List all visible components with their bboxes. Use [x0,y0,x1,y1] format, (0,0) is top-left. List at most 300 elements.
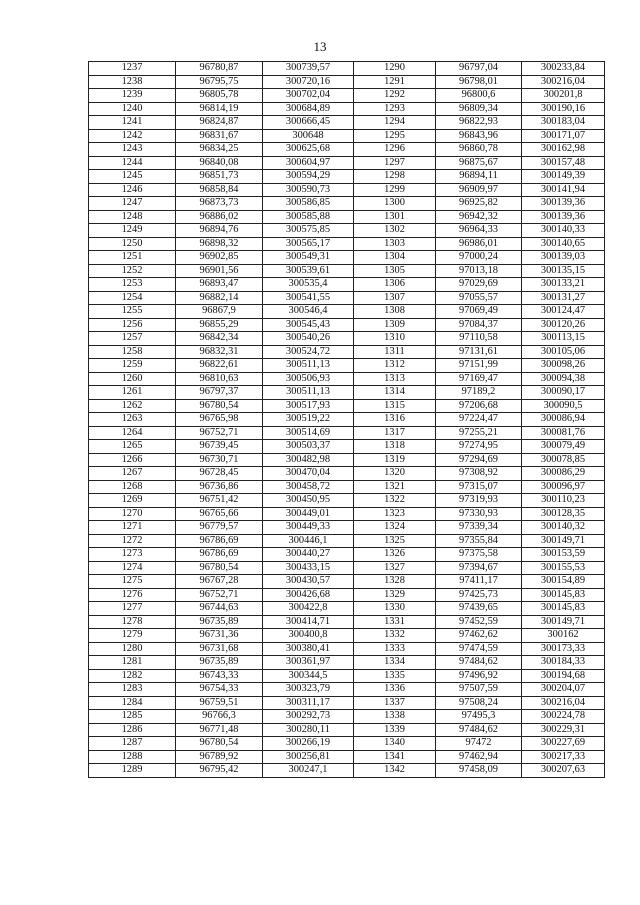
table-row [89,224,605,238]
y-coordinate-cell: 300120,26 [522,318,605,332]
point-number-cell: 1300 [354,197,436,211]
x-coordinate-cell: 96795,42 [176,764,263,778]
y-coordinate-cell: 300575,85 [263,224,354,238]
y-coordinate-cell: 300201,8 [522,89,605,103]
y-coordinate-cell: 300590,73 [263,183,354,197]
x-coordinate-cell: 96797,04 [436,62,522,76]
x-coordinate-cell: 96786,69 [176,548,263,562]
table-row [89,548,605,562]
table-row [89,710,605,724]
x-coordinate-cell: 96780,54 [176,737,263,751]
x-coordinate-cell: 96855,29 [176,318,263,332]
point-number-cell: 1247 [89,197,176,211]
x-coordinate-cell: 96898,32 [176,237,263,251]
table-row [89,588,605,602]
point-number-cell: 1324 [354,521,436,535]
point-number-cell: 1342 [354,764,436,778]
table-row [89,237,605,251]
x-coordinate-cell: 97315,07 [436,480,522,494]
table-row [89,332,605,346]
x-coordinate-cell: 96840,08 [176,156,263,170]
x-coordinate-cell: 96834,25 [176,143,263,157]
y-coordinate-cell: 300430,57 [263,575,354,589]
point-number-cell: 1316 [354,413,436,427]
point-number-cell: 1287 [89,737,176,751]
y-coordinate-cell: 300545,43 [263,318,354,332]
point-number-cell: 1238 [89,75,176,89]
y-coordinate-cell: 300094,38 [522,372,605,386]
x-coordinate-cell: 97274,95 [436,440,522,454]
x-coordinate-cell: 96824,87 [176,116,263,130]
point-number-cell: 1304 [354,251,436,265]
y-coordinate-cell: 300426,68 [263,588,354,602]
y-coordinate-cell: 300216,04 [522,696,605,710]
y-coordinate-cell: 300539,61 [263,264,354,278]
x-coordinate-cell: 96789,92 [176,750,263,764]
point-number-cell: 1336 [354,683,436,697]
y-coordinate-cell: 300139,36 [522,210,605,224]
table-row [89,62,605,76]
point-number-cell: 1272 [89,534,176,548]
y-coordinate-cell: 300511,13 [263,359,354,373]
y-coordinate-cell: 300135,15 [522,264,605,278]
y-coordinate-cell: 300256,81 [263,750,354,764]
y-coordinate-cell: 300154,89 [522,575,605,589]
y-coordinate-cell: 300149,71 [522,615,605,629]
y-coordinate-cell: 300280,11 [263,723,354,737]
point-number-cell: 1262 [89,399,176,413]
x-coordinate-cell: 96858,84 [176,183,263,197]
table-row [89,183,605,197]
x-coordinate-cell: 96822,93 [436,116,522,130]
x-coordinate-cell: 96731,68 [176,642,263,656]
y-coordinate-cell: 300446,1 [263,534,354,548]
x-coordinate-cell: 96754,33 [176,683,263,697]
point-number-cell: 1310 [354,332,436,346]
x-coordinate-cell: 96942,32 [436,210,522,224]
y-coordinate-cell: 300517,93 [263,399,354,413]
y-coordinate-cell: 300204,07 [522,683,605,697]
x-coordinate-cell: 96766,3 [176,710,263,724]
y-coordinate-cell: 300422,8 [263,602,354,616]
y-coordinate-cell: 300194,68 [522,669,605,683]
point-number-cell: 1243 [89,143,176,157]
point-number-cell: 1321 [354,480,436,494]
point-number-cell: 1292 [354,89,436,103]
point-number-cell: 1315 [354,399,436,413]
y-coordinate-cell: 300586,85 [263,197,354,211]
x-coordinate-cell: 96875,67 [436,156,522,170]
table-row [89,426,605,440]
x-coordinate-cell: 97189,2 [436,386,522,400]
table-row [89,480,605,494]
x-coordinate-cell: 97000,24 [436,251,522,265]
y-coordinate-cell: 300549,31 [263,251,354,265]
x-coordinate-cell: 96800,6 [436,89,522,103]
point-number-cell: 1274 [89,561,176,575]
y-coordinate-cell: 300247,1 [263,764,354,778]
x-coordinate-cell: 97255,21 [436,426,522,440]
x-coordinate-cell: 96805,78 [176,89,263,103]
y-coordinate-cell: 300190,16 [522,102,605,116]
point-number-cell: 1281 [89,656,176,670]
y-coordinate-cell: 300171,07 [522,129,605,143]
y-coordinate-cell: 300162,98 [522,143,605,157]
x-coordinate-cell: 96798,01 [436,75,522,89]
table-row [89,372,605,386]
table-row [89,642,605,656]
point-number-cell: 1326 [354,548,436,562]
table-row [89,669,605,683]
x-coordinate-cell: 97508,24 [436,696,522,710]
y-coordinate-cell: 300739,57 [263,62,354,76]
point-number-cell: 1339 [354,723,436,737]
y-coordinate-cell: 300216,04 [522,75,605,89]
coordinates-table [88,61,605,778]
y-coordinate-cell: 300105,06 [522,345,605,359]
y-coordinate-cell: 300514,69 [263,426,354,440]
point-number-cell: 1242 [89,129,176,143]
point-number-cell: 1333 [354,642,436,656]
x-coordinate-cell: 96735,89 [176,615,263,629]
point-number-cell: 1309 [354,318,436,332]
x-coordinate-cell: 97474,59 [436,642,522,656]
point-number-cell: 1261 [89,386,176,400]
point-number-cell: 1253 [89,278,176,292]
y-coordinate-cell: 300140,65 [522,237,605,251]
y-coordinate-cell: 300361,97 [263,656,354,670]
y-coordinate-cell: 300720,16 [263,75,354,89]
point-number-cell: 1329 [354,588,436,602]
x-coordinate-cell: 97394,67 [436,561,522,575]
point-number-cell: 1294 [354,116,436,130]
point-number-cell: 1290 [354,62,436,76]
y-coordinate-cell: 300449,33 [263,521,354,535]
point-number-cell: 1266 [89,453,176,467]
point-number-cell: 1312 [354,359,436,373]
y-coordinate-cell: 300604,97 [263,156,354,170]
y-coordinate-cell: 300311,17 [263,696,354,710]
point-number-cell: 1257 [89,332,176,346]
point-number-cell: 1255 [89,305,176,319]
y-coordinate-cell: 300433,15 [263,561,354,575]
point-number-cell: 1319 [354,453,436,467]
table-row [89,318,605,332]
x-coordinate-cell: 96765,66 [176,507,263,521]
table-row [89,696,605,710]
table-row [89,494,605,508]
y-coordinate-cell: 300535,4 [263,278,354,292]
x-coordinate-cell: 96739,45 [176,440,263,454]
y-coordinate-cell: 300128,35 [522,507,605,521]
y-coordinate-cell: 300141,94 [522,183,605,197]
point-number-cell: 1248 [89,210,176,224]
y-coordinate-cell: 300133,21 [522,278,605,292]
point-number-cell: 1267 [89,467,176,481]
point-number-cell: 1308 [354,305,436,319]
y-coordinate-cell: 300184,33 [522,656,605,670]
table-row [89,345,605,359]
table-row [89,615,605,629]
point-number-cell: 1293 [354,102,436,116]
x-coordinate-cell: 97484,62 [436,656,522,670]
point-number-cell: 1245 [89,170,176,184]
point-number-cell: 1320 [354,467,436,481]
point-number-cell: 1313 [354,372,436,386]
x-coordinate-cell: 97131,61 [436,345,522,359]
x-coordinate-cell: 97484,62 [436,723,522,737]
x-coordinate-cell: 96873,73 [176,197,263,211]
point-number-cell: 1251 [89,251,176,265]
table-row [89,75,605,89]
y-coordinate-cell: 300266,19 [263,737,354,751]
x-coordinate-cell: 97084,37 [436,318,522,332]
x-coordinate-cell: 96765,98 [176,413,263,427]
x-coordinate-cell: 96851,73 [176,170,263,184]
x-coordinate-cell: 96728,45 [176,467,263,481]
table-row [89,413,605,427]
point-number-cell: 1265 [89,440,176,454]
y-coordinate-cell: 300450,95 [263,494,354,508]
point-number-cell: 1276 [89,588,176,602]
point-number-cell: 1322 [354,494,436,508]
point-number-cell: 1285 [89,710,176,724]
x-coordinate-cell: 96795,75 [176,75,263,89]
y-coordinate-cell: 300702,04 [263,89,354,103]
page-number: 13 [313,39,327,54]
point-number-cell: 1258 [89,345,176,359]
table-row [89,575,605,589]
y-coordinate-cell: 300155,53 [522,561,605,575]
x-coordinate-cell: 96780,87 [176,62,263,76]
x-coordinate-cell: 96752,71 [176,588,263,602]
point-number-cell: 1283 [89,683,176,697]
x-coordinate-cell: 97462,62 [436,629,522,643]
point-number-cell: 1306 [354,278,436,292]
y-coordinate-cell: 300145,83 [522,602,605,616]
x-coordinate-cell: 97069,49 [436,305,522,319]
y-coordinate-cell: 300323,79 [263,683,354,697]
x-coordinate-cell: 97507,59 [436,683,522,697]
x-coordinate-cell: 97029,69 [436,278,522,292]
x-coordinate-cell: 96771,48 [176,723,263,737]
y-coordinate-cell: 300540,26 [263,332,354,346]
point-number-cell: 1263 [89,413,176,427]
point-number-cell: 1327 [354,561,436,575]
table-row [89,764,605,778]
x-coordinate-cell: 97458,09 [436,764,522,778]
table-row [89,251,605,265]
y-coordinate-cell: 300157,48 [522,156,605,170]
y-coordinate-cell: 300227,69 [522,737,605,751]
point-number-cell: 1273 [89,548,176,562]
x-coordinate-cell: 97110,58 [436,332,522,346]
x-coordinate-cell: 96882,14 [176,291,263,305]
point-number-cell: 1252 [89,264,176,278]
y-coordinate-cell: 300224,78 [522,710,605,724]
y-coordinate-cell: 300519,22 [263,413,354,427]
table-row [89,210,605,224]
y-coordinate-cell: 300229,31 [522,723,605,737]
x-coordinate-cell: 96809,34 [436,102,522,116]
point-number-cell: 1289 [89,764,176,778]
x-coordinate-cell: 96814,19 [176,102,263,116]
x-coordinate-cell: 96786,69 [176,534,263,548]
point-number-cell: 1269 [89,494,176,508]
x-coordinate-cell: 96779,57 [176,521,263,535]
y-coordinate-cell: 300145,83 [522,588,605,602]
table-row [89,305,605,319]
point-number-cell: 1256 [89,318,176,332]
x-coordinate-cell: 96780,54 [176,561,263,575]
x-coordinate-cell: 97319,93 [436,494,522,508]
y-coordinate-cell: 300098,26 [522,359,605,373]
y-coordinate-cell: 300124,47 [522,305,605,319]
table-row [89,683,605,697]
y-coordinate-cell: 300414,71 [263,615,354,629]
point-number-cell: 1282 [89,669,176,683]
table-row [89,156,605,170]
x-coordinate-cell: 97355,84 [436,534,522,548]
coordinates-table-body [89,62,605,778]
x-coordinate-cell: 96886,02 [176,210,263,224]
table-row [89,359,605,373]
y-coordinate-cell: 300648 [263,129,354,143]
point-number-cell: 1284 [89,696,176,710]
table-row [89,521,605,535]
table-row [89,440,605,454]
x-coordinate-cell: 96735,89 [176,656,263,670]
point-number-cell: 1278 [89,615,176,629]
y-coordinate-cell: 300086,94 [522,413,605,427]
y-coordinate-cell: 300380,41 [263,642,354,656]
x-coordinate-cell: 97013,18 [436,264,522,278]
x-coordinate-cell: 96730,71 [176,453,263,467]
y-coordinate-cell: 300081,76 [522,426,605,440]
y-coordinate-cell: 300503,37 [263,440,354,454]
x-coordinate-cell: 96894,76 [176,224,263,238]
point-number-cell: 1311 [354,345,436,359]
point-number-cell: 1291 [354,75,436,89]
y-coordinate-cell: 300292,73 [263,710,354,724]
point-number-cell: 1260 [89,372,176,386]
table-row [89,534,605,548]
y-coordinate-cell: 300684,89 [263,102,354,116]
table-row [89,89,605,103]
y-coordinate-cell: 300139,36 [522,197,605,211]
table-row [89,386,605,400]
y-coordinate-cell: 300162 [522,629,605,643]
point-number-cell: 1286 [89,723,176,737]
point-number-cell: 1271 [89,521,176,535]
table-row [89,264,605,278]
x-coordinate-cell: 96822,61 [176,359,263,373]
x-coordinate-cell: 96759,51 [176,696,263,710]
point-number-cell: 1332 [354,629,436,643]
y-coordinate-cell: 300524,72 [263,345,354,359]
y-coordinate-cell: 300217,33 [522,750,605,764]
y-coordinate-cell: 300449,01 [263,507,354,521]
point-number-cell: 1295 [354,129,436,143]
y-coordinate-cell: 300541,55 [263,291,354,305]
x-coordinate-cell: 97339,34 [436,521,522,535]
x-coordinate-cell: 96909,97 [436,183,522,197]
point-number-cell: 1305 [354,264,436,278]
x-coordinate-cell: 97224,47 [436,413,522,427]
point-number-cell: 1338 [354,710,436,724]
table-row [89,399,605,413]
table-row [89,561,605,575]
x-coordinate-cell: 96832,31 [176,345,263,359]
point-number-cell: 1249 [89,224,176,238]
point-number-cell: 1318 [354,440,436,454]
y-coordinate-cell: 300511,13 [263,386,354,400]
x-coordinate-cell: 97495,3 [436,710,522,724]
x-coordinate-cell: 96842,34 [176,332,263,346]
x-coordinate-cell: 96751,42 [176,494,263,508]
table-row [89,278,605,292]
y-coordinate-cell: 300096,97 [522,480,605,494]
x-coordinate-cell: 97330,93 [436,507,522,521]
x-coordinate-cell: 96743,33 [176,669,263,683]
table-row [89,750,605,764]
y-coordinate-cell: 300458,72 [263,480,354,494]
x-coordinate-cell: 96810,63 [176,372,263,386]
x-coordinate-cell: 96736,86 [176,480,263,494]
table-row [89,656,605,670]
x-coordinate-cell: 96843,96 [436,129,522,143]
table-row [89,129,605,143]
x-coordinate-cell: 97496,92 [436,669,522,683]
point-number-cell: 1335 [354,669,436,683]
x-coordinate-cell: 96780,54 [176,399,263,413]
point-number-cell: 1279 [89,629,176,643]
point-number-cell: 1264 [89,426,176,440]
x-coordinate-cell: 97294,69 [436,453,522,467]
y-coordinate-cell: 300079,49 [522,440,605,454]
table-row [89,143,605,157]
x-coordinate-cell: 96831,67 [176,129,263,143]
point-number-cell: 1314 [354,386,436,400]
point-number-cell: 1303 [354,237,436,251]
point-number-cell: 1337 [354,696,436,710]
point-number-cell: 1296 [354,143,436,157]
point-number-cell: 1270 [89,507,176,521]
point-number-cell: 1299 [354,183,436,197]
point-number-cell: 1325 [354,534,436,548]
table-row [89,102,605,116]
point-number-cell: 1239 [89,89,176,103]
point-number-cell: 1330 [354,602,436,616]
y-coordinate-cell: 300140,33 [522,224,605,238]
point-number-cell: 1280 [89,642,176,656]
point-number-cell: 1277 [89,602,176,616]
table-row [89,737,605,751]
point-number-cell: 1307 [354,291,436,305]
point-number-cell: 1241 [89,116,176,130]
x-coordinate-cell: 97452,59 [436,615,522,629]
point-number-cell: 1244 [89,156,176,170]
x-coordinate-cell: 96902,85 [176,251,263,265]
y-coordinate-cell: 300344,5 [263,669,354,683]
y-coordinate-cell: 300149,39 [522,170,605,184]
x-coordinate-cell: 96964,33 [436,224,522,238]
y-coordinate-cell: 300149,71 [522,534,605,548]
point-number-cell: 1301 [354,210,436,224]
x-coordinate-cell: 97425,73 [436,588,522,602]
x-coordinate-cell: 97411,17 [436,575,522,589]
x-coordinate-cell: 96867,9 [176,305,263,319]
